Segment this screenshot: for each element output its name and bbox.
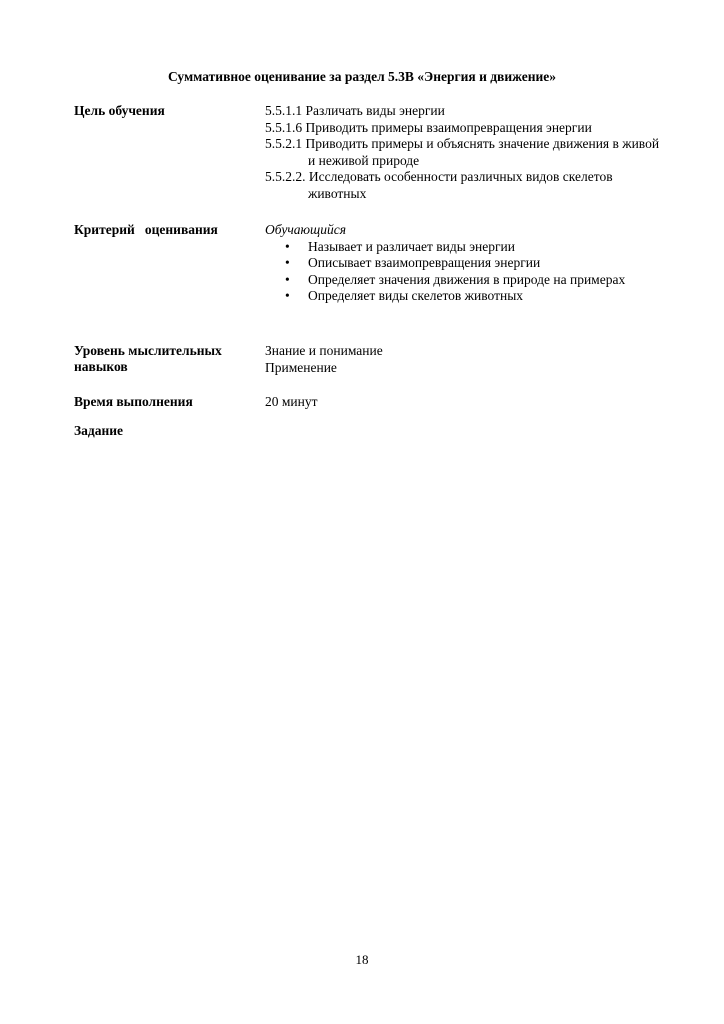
criteria-item-text: Называет и различает виды энергии (308, 238, 515, 254)
task-label: Задание (74, 423, 124, 438)
thinking-levels-list (265, 343, 665, 376)
criteria-item-text: Определяет виды скелетов животных (308, 288, 524, 303)
bullet-icon: • (285, 288, 290, 303)
criteria-item (265, 288, 665, 305)
objective-item: 5.5.2.2. Исследовать особенности различных видов скелетов животных (265, 169, 613, 201)
criteria-block (265, 222, 665, 305)
objectives-list (265, 103, 665, 202)
criteria-item (265, 272, 665, 289)
page-number: 18 (355, 952, 369, 967)
objectives-label: Цель обучения (74, 103, 165, 118)
objective-item: 5.5.1.6 Приводить примеры взаимопревращения энергии (265, 119, 592, 135)
duration-value: 20 минут (265, 394, 318, 409)
thinking-levels-label-line: навыков (74, 359, 128, 374)
criteria-item (265, 239, 665, 256)
criteria-list (265, 239, 665, 305)
criteria-intro: Обучающийся (265, 222, 347, 237)
thinking-level-item: Знание и понимание (265, 343, 383, 358)
objective-item: 5.5.2.1 Приводить примеры и объяснять значение движения в живой и неживой природе (265, 136, 660, 168)
bullet-icon: • (285, 255, 290, 270)
criteria-item-text: Описывает взаимопревращения энергии (308, 255, 541, 270)
duration-label: Время выполнения (74, 394, 193, 409)
criteria-item-text: Определяет значения движения в природе на примерах (308, 271, 626, 287)
bullet-icon: • (285, 238, 290, 254)
thinking-level-item: Применение (265, 359, 337, 375)
page-title: Суммативное оценивание за раздел 5.3В «Энергия и движение» (167, 69, 557, 84)
objective-item: 5.5.1.1 Различать виды энергии (265, 103, 445, 118)
thinking-levels-label-line: Уровень мыслительных (74, 343, 222, 358)
criteria-label: Критерий оценивания (74, 222, 218, 237)
criteria-item (265, 255, 665, 272)
thinking-levels-label (74, 343, 254, 375)
bullet-icon: • (285, 271, 290, 287)
